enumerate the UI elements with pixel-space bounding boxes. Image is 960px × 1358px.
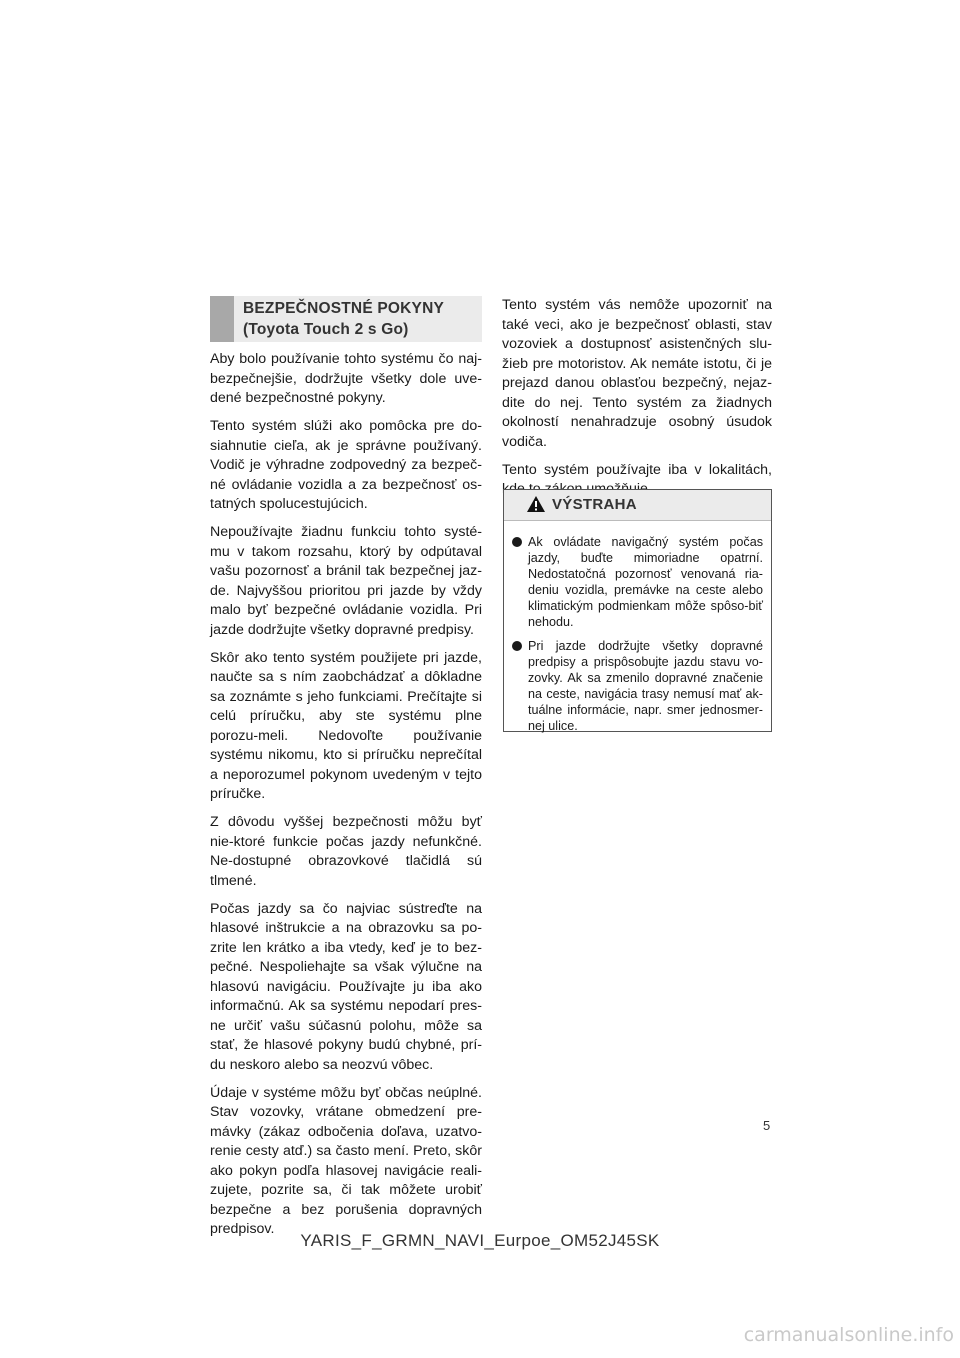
warning-item-text: Pri jazde dodržujte všetky dopravné predpisy a prispôsobujte jazdu stavu vo-zovky. Ak sa zmenilo dopravné značenie na ceste, navigácia trasy nemusí mať ak-tuálne informácie, napr. smer jednosmer-nej ulice.: [528, 639, 763, 733]
paragraph: Aby bolo používanie tohto systému čo naj-bezpečnejšie, dodržujte všetky dole uve-dené bezpečnostné pokyny.: [210, 351, 482, 406]
warning-item: [512, 638, 763, 734]
paragraph: Z dôvodu vyššej bezpečnosti môžu byť nie-ktoré funkcie počas jazdy nefunkčné. Ne-dostupné obrazovkové tlačidlá sú tlmené.: [210, 814, 482, 889]
paragraph: Nepoužívajte žiadnu funkciu tohto systé-mu v takom rozsahu, ktorý by odpútaval vašu pozornosť a bránil tak bezpečnej jaz-de. Najvyššou prioritou pri jazde by vždy malo byť bezpečné ovládanie vozidla. Pri jazde dodržujte všetky dopravné predpisy.: [210, 524, 482, 638]
page-number: 5: [763, 1118, 771, 1133]
warning-item-text: Ak ovládate navigačný systém počas jazdy, buďte mimoriadne opatrní. Nedostatočná pozornosť venovaná ria-deniu vozidla, premávke na ceste alebo klimatickým podmienkam môže spôso-biť nehodu.: [528, 535, 763, 629]
paragraph: Tento systém používajte iba v lokalitách,: [502, 461, 772, 478]
warning-title: VÝSTRAHA: [552, 496, 637, 513]
right-column: [502, 296, 772, 508]
section-header-bar: [210, 296, 234, 342]
paragraph: Tento systém slúži ako pomôcka pre do-siahnutie cieľa, ak je správne používaný. Vodič je výhradne zodpovedný za bezpeč-né ovládanie vozidla a za bezpečnosť os-tatných spolucestujúcich.: [210, 418, 482, 512]
paragraph: Skôr ako tento systém použijete pri jazde, naučte sa s ním zaobchádzať a dôkladne sa zoznámte s jeho funkciami. Prečítajte si celú príručku, aby ste systému plne porozu-meli. Nedovoľte používanie systému nikomu, kto si príručku neprečítal a neporozumel pokynom uvedeným v tejto príručke.: [210, 649, 482, 802]
watermark: carmanualsonline.info: [743, 1324, 954, 1346]
section-title: [243, 298, 478, 340]
warning-triangle-icon: [526, 495, 546, 513]
bullet-icon: [512, 641, 522, 651]
bullet-icon: [512, 537, 522, 547]
warning-box: [503, 489, 772, 732]
paragraph: Údaje v systéme môžu byť občas neúplné. Stav vozovky, vrátane obmedzení pre-mávky (zákaz odbočenia doľava, uzatvo-renie cesty atď.) sa často mení. Preto, skôr ako pokyn podľa hlasovej navigácie reali-zujete, pozrite sa, či tak môžete urobiť bezpečne a bez porušenia dopravných predpisov.: [210, 1084, 482, 1237]
warning-body: [504, 521, 771, 734]
section-header: [210, 296, 482, 342]
section-title-line2: (Toyota Touch 2 s Go): [243, 321, 409, 338]
warning-header: [504, 490, 771, 521]
paragraph: Tento systém vás nemôže upozorniť na také veci, ako je bezpečnosť oblasti, stav vozoviek a dostupnosť asistenčných slu-žieb pre motoristov. Ak nemáte istotu, či je prejazd danou oblasťou bezpečný, nejaz-dite do nej. Tento systém za žiadnych okolností nenahradzuje osobný úsudok vodiča.: [502, 297, 772, 450]
paragraph: Počas jazdy sa čo najviac sústreďte na hlasové inštrukcie a na obrazovku sa po-zrite len krátko a iba vtedy, keď je to bez-pečné. Nespoliehajte sa však výlučne na hlasovú navigáciu. Používajte ju iba ako informačnú. Ak sa systému nepodarí pres-ne určiť vašu súčasnú polohu, môže sa stať, že hlasové pokyny budú chybné, prí-du neskoro alebo sa neozvú vôbec.: [210, 900, 482, 1073]
warning-item: [512, 534, 763, 630]
section-title-line1: BEZPEČNOSTNÉ POKYNY: [243, 300, 445, 317]
left-column: [210, 350, 482, 1248]
document-id: YARIS_F_GRMN_NAVI_Eurpoe_OM52J45SK: [300, 1231, 660, 1250]
